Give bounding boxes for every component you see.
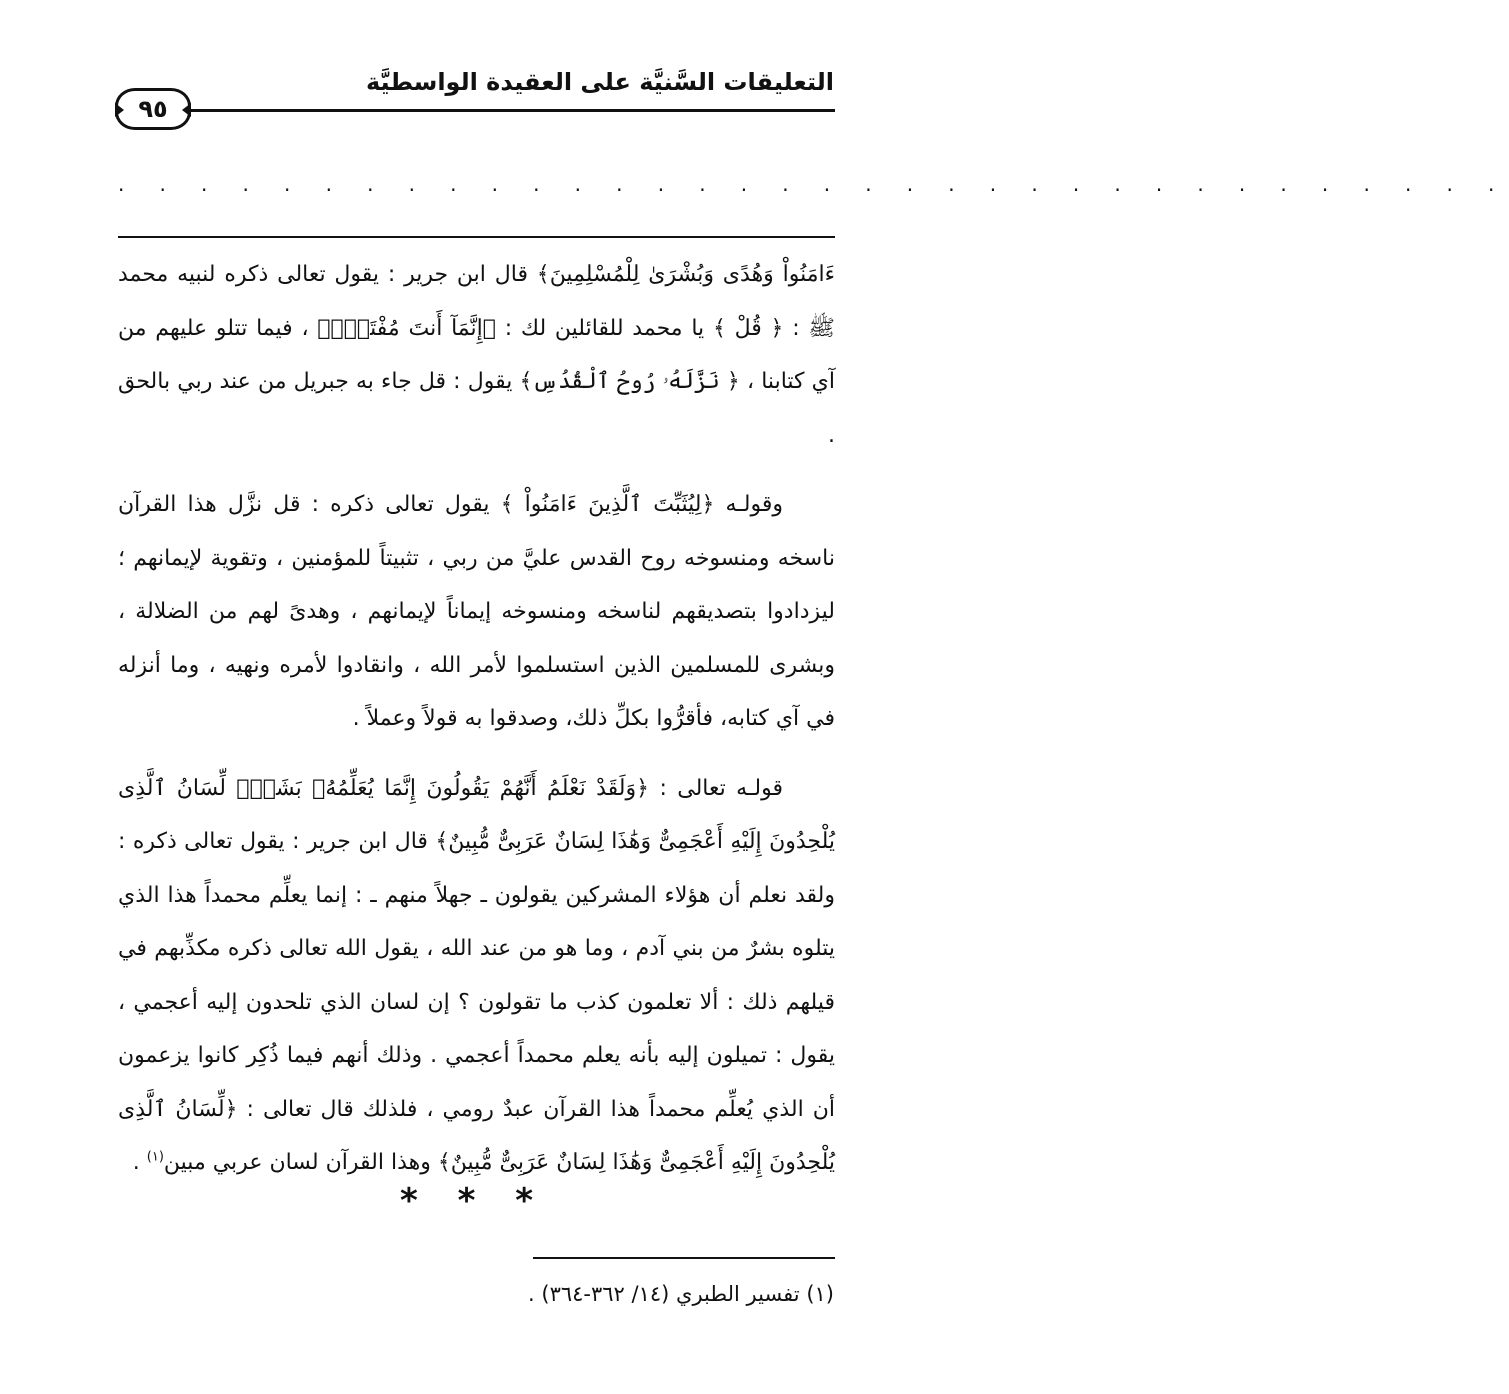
text-top-rule bbox=[118, 236, 835, 238]
footnote: (١) تفسير الطبري (١٤/ ٣٦٢-٣٦٤) . bbox=[528, 1282, 834, 1306]
text-segment: يقول : قل جاء به جبريل من عند ربي بالحق . bbox=[118, 369, 835, 448]
quran-verse: ﴿لِّسَانُ ٱلَّذِى يُلْحِدُونَ إِلَيْهِ أَعْجَمِىٌّ وَهَٰذَا لِسَانٌ عَرَبِىٌّ مُّبِينٌ﴾ bbox=[118, 1096, 835, 1175]
quran-verse: ﴿لِيُثَبِّتَ ٱلَّذِينَ ءَامَنُواْ ﴾ bbox=[500, 492, 715, 517]
text-segment: ، فيما تتلو عليهم من آي كتابنا ، bbox=[118, 315, 835, 394]
separator-dots: . . . . . . . . . . . . . . . . . . . . . . . . . . . . . . . . . . bbox=[118, 172, 1509, 196]
body-text bbox=[118, 248, 835, 1190]
paragraph-1 bbox=[118, 248, 835, 462]
quran-verse: ﴿ نَزَّلَهُۥ رُوحُ ٱلْقُدُسِ﴾ bbox=[519, 369, 740, 394]
quran-verse: ءَامَنُواْ وَهُدًى وَبُشْرَىٰ لِلْمُسْلِمِينَ﴾ bbox=[536, 262, 835, 287]
footnote-rule bbox=[533, 1257, 835, 1259]
footnote-marker[interactable]: (١) bbox=[146, 1149, 164, 1165]
quran-verse: ﴿وَلَقَدْ نَعْلَمُ أَنَّهُمْ يَقُولُونَ إِنَّمَا يُعَلِّمُهُۥ بَشَرٌۗ لِّسَانُ ٱلَّذِى يُلْحِدُونَ إِلَيْهِ أَعْجَمِىٌّ وَهَٰذَا لِسَانٌ عَرَبِىٌّ مُّبِينٌ﴾ bbox=[118, 775, 836, 854]
text-segment: يقول تعالى ذكره : قل نزَّل هذا القرآن ناسخه ومنسوخه روح القدس عليَّ من ربي ، تثبيتاً للمؤمنين ، وتقوية لإيمانهم ؛ ليزدادوا بتصديقهم لناسخه ومنسوخه إيماناً لإيمانهم ، وهدىً لهم من الضلالة ، وبشرى للمسلمين الذين استسلموا لأمر الله ، وانقادوا لأمره ونهيه ، وما أنزله في آي كتابه، فأقرُّوا بكلِّ ذلك، وصدقوا به قولاً وعملاً . bbox=[118, 492, 835, 731]
text-segment: قولـه تعالى : bbox=[649, 775, 783, 801]
paragraph-2 bbox=[118, 478, 835, 746]
running-header-title: التعليقات السَّنيَّة على العقيدة الواسطيَّة bbox=[365, 68, 834, 96]
quran-verse: ﴿ قُلْ ﴾ bbox=[712, 315, 784, 341]
header-rule bbox=[190, 109, 835, 112]
text-segment: قال ابن جرير : يقول تعالى ذكره لنبيه محمد ﷺ : bbox=[118, 262, 835, 341]
page-number-badge: ٩٥ bbox=[115, 88, 191, 130]
text-segment: وهذا القرآن لسان عربي مبين bbox=[163, 1150, 438, 1175]
section-separator-stars: * * * bbox=[399, 1181, 547, 1221]
text-segment: وقولـه bbox=[714, 492, 783, 517]
quran-verse: ﴿إِنَّمَآ أَنتَ مُفْتَرٍۭ﴾ bbox=[317, 315, 496, 341]
text-segment: يا محمد للقائلين لك : bbox=[495, 315, 713, 341]
paragraph-3 bbox=[118, 762, 835, 1190]
text-segment: . bbox=[132, 1150, 147, 1175]
text-segment: قال ابن جرير : يقول تعالى ذكره : ولقد نعلم أن هؤلاء المشركين يقولون ـ جهلاً منهم ـ : إنما يعلِّم محمداً هذا الذي يتلوه بشرٌ من بني آدم ، وما هو من عند الله ، يقول الله تعالى ذكره مكذِّبهم في قيلهم ذلك : ألا تعلمون كذب ما تقولون ؟ إن لسان الذي تلحدون إليه أعجمي ، يقول : تميلون إليه بأنه يعلم محمداً أعجمي . وذلك أنهم فيما ذُكِر كانوا يزعمون أن الذي يُعلِّم محمداً هذا القرآن عبدٌ رومي ، فلذلك قال تعالى : bbox=[118, 829, 835, 1122]
